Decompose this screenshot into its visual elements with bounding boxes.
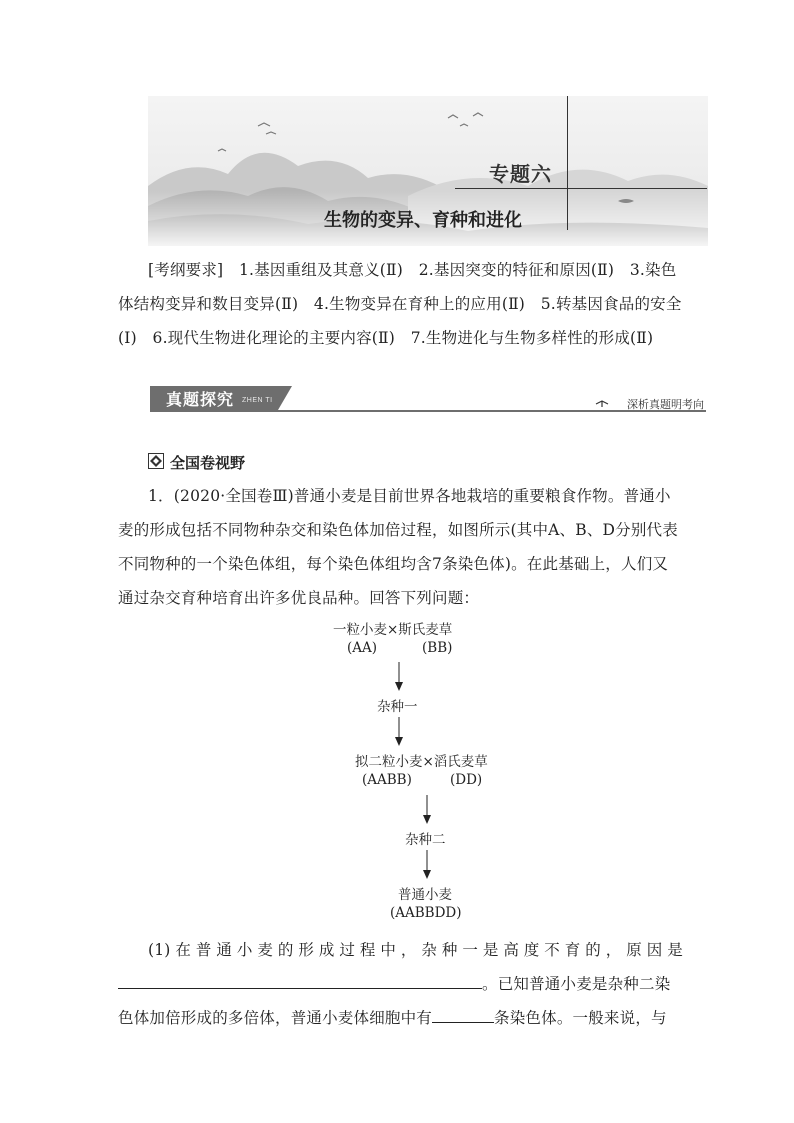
diagram-hybrid-2: 杂种二 — [405, 832, 446, 848]
topic-number: 专题六 — [489, 162, 552, 186]
answer-blank-2[interactable] — [432, 1004, 494, 1023]
diagram-genotype-aa: (AA) — [347, 640, 378, 656]
arrow-down-icon — [393, 662, 405, 692]
section-bar-rule — [150, 410, 706, 412]
banner-vertical-rule — [567, 96, 568, 230]
answer-blank-1[interactable] — [118, 970, 482, 989]
diagram-genotype-aabb: (AABB) — [362, 772, 412, 788]
diagram-genotype-bb: (BB) — [422, 640, 453, 656]
topic-title: 生物的变异、育种和进化 — [324, 210, 522, 231]
part-1-continuation — [118, 967, 683, 1035]
section-right-label: 深析真题明考向 — [627, 398, 704, 411]
section-bar-tab-tip — [278, 386, 292, 410]
diagram-hybrid-1: 杂种一 — [377, 699, 418, 715]
section-bar — [150, 386, 706, 414]
diamond-icon — [148, 453, 164, 469]
diagram-cross-1: 一粒小麦×斯氏麦草 — [333, 622, 453, 638]
part-1-lead: (1)在普通小麦的形成过程中，杂种一是高度不育的，原因是 — [148, 941, 683, 959]
exam-requirements: [考纲要求] 1.基因重组及其意义(Ⅱ) 2.基因突变的特征和原因(Ⅱ) 3.染色体结构变异和数目变异(Ⅱ) 4.生物变异在育种上的应用(Ⅱ) 5.转基因食品的安全(Ⅰ) 6.现代生物进化理论的主要内容(Ⅱ) 7.生物进化与生物多样性的形成(Ⅱ) — [118, 261, 682, 347]
question-1-stem: 1．(2020·全国卷Ⅲ)普通小麦是目前世界各地栽培的重要粮食作物。普通小麦的形成包括不同物种杂交和染色体加倍过程，如图所示(其中A、B、D分别代表不同物种的一个染色体组，每个染色体组均含7条染色体)。在此基础上，人们又通过杂交育种培育出许多优良品种。回答下列问题： — [118, 487, 678, 607]
section-subtitle: ZHEN TI — [242, 397, 273, 404]
arrow-down-icon — [393, 717, 405, 747]
part-1-after-blank-1: 。已知普通小麦是杂种二染色体加倍形成的多倍体，普通小麦体细胞中有 — [118, 975, 671, 1027]
diagram-cross-2: 拟二粒小麦×滔氏麦草 — [355, 754, 488, 770]
arrow-down-icon — [421, 795, 433, 825]
question-1-part-1 — [118, 933, 683, 1035]
banner-horizontal-rule — [455, 188, 707, 189]
arrow-down-icon — [421, 850, 433, 880]
diagram-genotype-dd: (DD) — [450, 772, 483, 788]
diagram-genotype-aabbdd: (AABBDD) — [390, 905, 462, 921]
pen-nib-icon — [595, 398, 609, 408]
section-title: 真题探究 — [166, 390, 235, 409]
diagram-common-wheat: 普通小麦 — [398, 887, 452, 903]
subsection-label: 全国卷视野 — [170, 454, 246, 472]
part-1-after-blank-2: 条染色体。一般来说，与 — [494, 1009, 667, 1027]
